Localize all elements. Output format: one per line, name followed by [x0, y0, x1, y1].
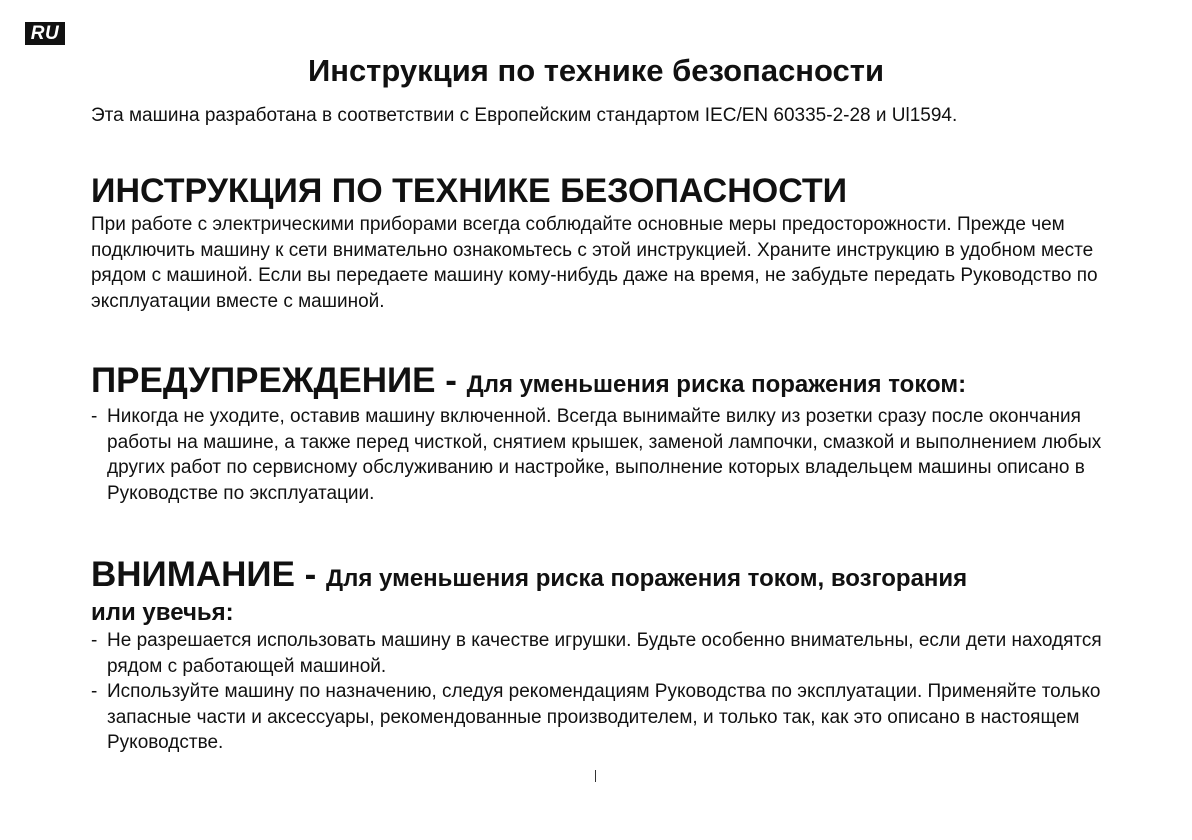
- bullet-dash: -: [91, 406, 98, 427]
- safety-heading: ИНСТРУКЦИЯ ПО ТЕХНИКЕ БЕЗОПАСНОСТИ: [91, 172, 848, 210]
- attention-section: [91, 556, 1111, 756]
- list-item: [91, 404, 1111, 506]
- list-item-text: Не разрешается использовать машину в качестве игрушки. Будьте особенно внимательны, если дети находятся рядом с работающей машиной.: [107, 630, 1102, 677]
- warning-heading-lead: ПРЕДУПРЕЖДЕНИЕ -: [91, 361, 467, 400]
- attention-heading: [91, 556, 1111, 598]
- attention-heading-rest: Для уменьшения риска поражения током, возгорания: [326, 565, 968, 592]
- safety-paragraph: При работе с электрическими приборами всегда соблюдайте основные меры предосторожности. Прежде чем подключить машину к сети внимательно ознакомьтесь с этой инструкцией. Храните инструкцию в удобном месте рядом с машиной. Если вы передаете машину кому-нибудь даже на время, не забудьте передать Руководство по эксплуатации вместе с машиной.: [91, 214, 1098, 312]
- intro-paragraph: Эта машина разработана в соответствии с Европейским стандартом IEC/EN 60335-2-28 и Ul1594.: [91, 105, 958, 126]
- attention-list: [91, 628, 1111, 756]
- warning-section: [91, 362, 1111, 506]
- language-badge: RU: [25, 22, 65, 45]
- bullet-dash: -: [91, 681, 98, 702]
- safety-section: [91, 172, 1111, 314]
- attention-heading-line2: или увечья:: [91, 599, 234, 626]
- attention-heading-lead: ВНИМАНИЕ -: [91, 555, 327, 594]
- list-item: [91, 679, 1111, 756]
- page-marker: [595, 770, 596, 782]
- list-item-text: Никогда не уходите, оставив машину включенной. Всегда вынимайте вилку из розетки сразу после окончания работы на машине, а также перед чисткой, снятием крышек, заменой лампочки, смазкой и выполнением любых других работ по сервисному обслуживанию и настройке, выполнение которых владельцем машины описано в Руководстве по эксплуатации.: [107, 406, 1102, 504]
- list-item-text: Используйте машину по назначению, следуя рекомендациям Руководства по эксплуатации. Применяйте только запасные части и аксессуары, рекомендованные производителем, и только так, как это описано в настоящем Руководстве.: [107, 681, 1101, 753]
- page-title: Инструкция по технике безопасности: [307, 53, 885, 88]
- warning-list: [91, 404, 1111, 506]
- warning-heading-rest: Для уменьшения риска поражения током:: [466, 371, 967, 398]
- warning-heading: [91, 362, 1111, 404]
- bullet-dash: -: [91, 630, 98, 651]
- list-item: [91, 628, 1111, 679]
